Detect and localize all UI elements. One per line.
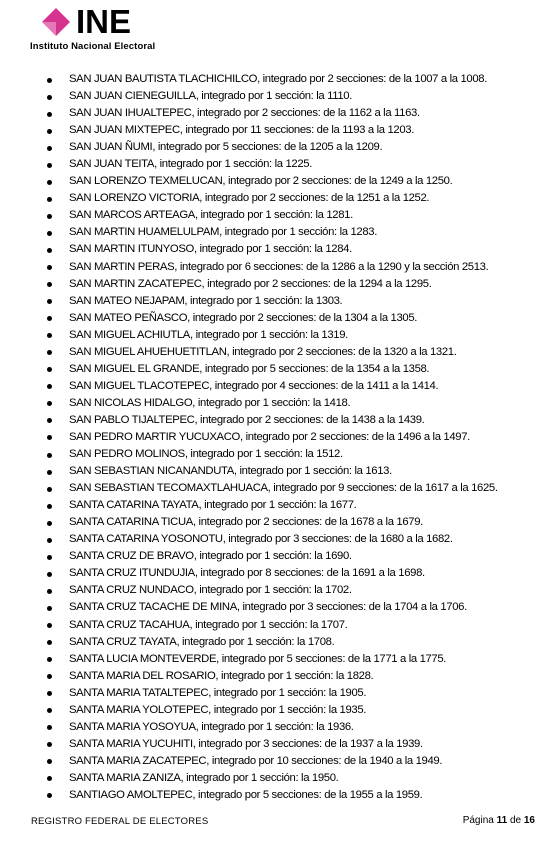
list-item: [45, 736, 545, 753]
list-item-text: SAN MATEO NEJAPAM, integrado por 1 sección: la 1303.: [69, 294, 343, 307]
list-item: [45, 787, 545, 804]
list-item-text: SANTA LUCIA MONTEVERDE, integrado por 5 secciones: de la 1771 a la 1775.: [69, 652, 447, 665]
list-item: [45, 276, 545, 293]
list-item: [45, 105, 545, 122]
list-item: [45, 702, 545, 719]
list-item: [45, 463, 545, 480]
bullet-icon: [47, 691, 52, 696]
bullet-icon: [47, 589, 52, 594]
bullet-icon: [47, 504, 52, 509]
bullet-icon: [47, 282, 52, 287]
list-item: [45, 685, 545, 702]
list-item-text: SAN MIGUEL TLACOTEPEC, integrado por 4 secciones: de la 1411 a la 1414.: [69, 379, 439, 392]
bullet-icon: [47, 435, 52, 440]
bullet-icon: [47, 521, 52, 526]
list-item: [45, 531, 545, 548]
logo-text: INE: [76, 3, 132, 40]
list-item-text: SANTA CRUZ NUNDACO, integrado por 1 sección: la 1702.: [69, 584, 352, 597]
bullet-icon: [47, 453, 52, 458]
list-item-text: SAN PEDRO MOLINOS, integrado por 1 sección: la 1512.: [69, 448, 343, 461]
list-item: [45, 310, 545, 327]
bullet-icon: [47, 248, 52, 253]
list-item: [45, 514, 545, 531]
list-item-text: SAN PABLO TIJALTEPEC, integrado por 2 secciones: de la 1438 a la 1439.: [69, 413, 425, 426]
bullet-icon: [47, 742, 52, 747]
list-item-text: SAN NICOLAS HIDALGO, integrado por 1 sección: la 1418.: [69, 396, 351, 409]
bullet-icon: [47, 299, 52, 304]
list-item-text: SAN SEBASTIAN TECOMAXTLAHUACA, integrado por 9 secciones: de la 1617 a la 1625.: [69, 482, 498, 495]
bullet-icon: [47, 95, 52, 100]
list-item-text: SANTA MARIA TATALTEPEC, integrado por 1 sección: la 1905.: [69, 686, 367, 699]
list-item-text: SANTA MARIA ZACATEPEC, integrado por 10 secciones: de la 1940 a la 1949.: [69, 754, 443, 767]
list-item-text: SANTIAGO AMOLTEPEC, integrado por 5 secciones: de la 1955 a la 1959.: [69, 788, 423, 801]
page-current: 11: [496, 815, 508, 826]
bullet-icon: [47, 180, 52, 185]
bullet-icon: [47, 146, 52, 151]
list-item-text: SAN MARCOS ARTEAGA, integrado por 1 sección: la 1281.: [69, 209, 353, 222]
page-total: 16: [523, 815, 535, 826]
list-item: [45, 224, 545, 241]
list-item-text: SANTA CRUZ TAYATA, integrado por 1 sección: la 1708.: [69, 635, 335, 648]
list-item: [45, 565, 545, 582]
list-item: [45, 651, 545, 668]
list-item: [45, 446, 545, 463]
bullet-icon: [47, 333, 52, 338]
page-label: Página: [462, 815, 494, 826]
bullet-icon: [47, 78, 52, 83]
list-item-text: SANTA CATARINA YOSONOTU, integrado por 3 secciones: de la 1680 a la 1682.: [69, 533, 453, 546]
list-item-text: SAN LORENZO VICTORIA, integrado por 2 secciones: de la 1251 a la 1252.: [69, 192, 430, 205]
list-item: [45, 71, 545, 88]
list-item-text: SAN JUAN CIENEGUILLA, integrado por 1 sección: la 1110.: [69, 90, 352, 103]
list-item-text: SAN MARTIN PERAS, integrado por 6 secciones: de la 1286 a la 1290 y la sección 2513.: [69, 260, 489, 273]
bullet-icon: [47, 674, 52, 679]
bullet-icon: [47, 129, 52, 134]
list-item: [45, 548, 545, 565]
list-item: [45, 599, 545, 616]
list-item-text: SAN MIGUEL EL GRANDE, integrado por 5 secciones: de la 1354 a la 1358.: [69, 362, 430, 375]
list-item-text: SANTA MARIA YOSOYUA, integrado por 1 sección: la 1936.: [69, 720, 354, 733]
bullet-icon: [47, 265, 52, 270]
bullet-icon: [47, 657, 52, 662]
list-item-text: SAN JUAN IHUALTEPEC, integrado por 2 secciones: de la 1162 a la 1163.: [69, 107, 420, 120]
list-item-text: SAN MIGUEL ACHIUTLA, integrado por 1 sección: la 1319.: [69, 328, 348, 341]
list-item: [45, 361, 545, 378]
list-item: [45, 122, 545, 139]
bullet-icon: [47, 538, 52, 543]
list-item-text: SANTA MARIA ZANIZA, integrado por 1 sección: la 1950.: [69, 771, 339, 784]
list-item: [45, 770, 545, 787]
bullet-icon: [47, 606, 52, 611]
bullet-icon: [47, 640, 52, 645]
bullet-icon: [47, 401, 52, 406]
logo-subtitle: Instituto Nacional Electoral: [30, 41, 156, 52]
list-item-text: SANTA CRUZ TACACHE DE MINA, integrado por 3 secciones: de la 1704 a la 1706.: [69, 601, 467, 614]
list-item: [45, 139, 545, 156]
bullet-icon: [47, 623, 52, 628]
list-item-text: SAN SEBASTIAN NICANANDUTA, integrado por 1 sección: la 1613.: [69, 465, 392, 478]
list-item: [45, 668, 545, 685]
list-item: [45, 719, 545, 736]
list-item: [45, 207, 545, 224]
bullet-icon: [47, 231, 52, 236]
diamond-logo-icon: [42, 8, 70, 36]
list-item-text: SANTA CRUZ TACAHUA, integrado por 1 sección: la 1707.: [69, 618, 348, 631]
list-item: [45, 617, 545, 634]
bullet-icon: [47, 367, 52, 372]
list-item-text: SANTA CRUZ ITUNDUJIA, integrado por 8 secciones: de la 1691 a la 1698.: [69, 567, 425, 580]
list-item: [45, 582, 545, 599]
bullet-icon: [47, 555, 52, 560]
list-item-text: SAN JUAN ÑUMI, integrado por 5 secciones: de la 1205 a la 1209.: [69, 141, 383, 154]
bullet-icon: [47, 572, 52, 577]
list-item: [45, 293, 545, 310]
page-number: [463, 815, 535, 826]
bullet-icon: [47, 776, 52, 781]
list-item: [45, 395, 545, 412]
list-item: [45, 480, 545, 497]
list-item-text: SAN JUAN TEITA, integrado por 1 sección: la 1225.: [69, 158, 313, 171]
bullet-icon: [47, 214, 52, 219]
bullet-icon: [47, 487, 52, 492]
ine-logo: [30, 3, 210, 58]
bullet-icon: [47, 418, 52, 423]
list-item-text: SAN JUAN BAUTISTA TLACHICHILCO, integrado por 2 secciones: de la 1007 a la 1008.: [69, 73, 488, 85]
bullet-icon: [47, 316, 52, 321]
list-item-text: SAN MIGUEL AHUEHUETITLAN, integrado por 2 secciones: de la 1320 a la 1321.: [69, 345, 457, 358]
list-item: [45, 156, 545, 173]
list-item: [45, 497, 545, 514]
bullet-icon: [47, 708, 52, 713]
list-item-text: SANTA MARIA DEL ROSARIO, integrado por 1 sección: la 1828.: [69, 669, 374, 682]
list-item: [45, 412, 545, 429]
bullet-icon: [47, 350, 52, 355]
list-item: [45, 327, 545, 344]
bullet-icon: [47, 793, 52, 798]
list-item: [45, 344, 545, 361]
municipality-list: [45, 71, 545, 804]
list-item: [45, 634, 545, 651]
list-item-text: SAN PEDRO MARTIR YUCUXACO, integrado por 2 secciones: de la 1496 a la 1497.: [69, 430, 470, 443]
bullet-icon: [47, 470, 52, 475]
list-item: [45, 429, 545, 446]
bullet-icon: [47, 112, 52, 117]
footer-title: REGISTRO FEDERAL DE ELECTORES: [31, 816, 209, 827]
list-item: [45, 753, 545, 770]
list-item-text: SANTA CATARINA TAYATA, integrado por 1 sección: la 1677.: [69, 499, 357, 512]
bullet-icon: [47, 163, 52, 168]
list-item: [45, 378, 545, 395]
list-item: [45, 173, 545, 190]
list-item-text: SANTA CRUZ DE BRAVO, integrado por 1 sección: la 1690.: [69, 550, 352, 563]
list-item: [45, 241, 545, 258]
list-item: [45, 259, 545, 276]
list-item-text: SAN MATEO PEÑASCO, integrado por 2 secciones: de la 1304 a la 1305.: [69, 311, 418, 324]
list-item-text: SAN LORENZO TEXMELUCAN, integrado por 2 secciones: de la 1249 a la 1250.: [69, 175, 453, 188]
page-of: de: [509, 815, 522, 826]
list-item-text: SANTA MARIA YUCUHITI, integrado por 3 secciones: de la 1937 a la 1939.: [69, 737, 423, 750]
list-item-text: SAN MARTIN HUAMELULPAM, integrado por 1 sección: la 1283.: [69, 226, 378, 239]
list-item-text: SAN JUAN MIXTEPEC, integrado por 11 secciones: de la 1193 a la 1203.: [69, 124, 415, 137]
list-item-text: SANTA CATARINA TICUA, integrado por 2 secciones: de la 1678 a la 1679.: [69, 516, 423, 529]
list-item-text: SAN MARTIN ZACATEPEC, integrado por 2 secciones: de la 1294 a la 1295.: [69, 277, 432, 290]
bullet-icon: [47, 725, 52, 730]
bullet-icon: [47, 384, 52, 389]
list-item: [45, 190, 545, 207]
list-item-text: SAN MARTIN ITUNYOSO, integrado por 1 sección: la 1284.: [69, 243, 352, 256]
bullet-icon: [47, 197, 52, 202]
list-item: [45, 88, 545, 105]
bullet-icon: [47, 759, 52, 764]
list-item-text: SANTA MARIA YOLOTEPEC, integrado por 1 sección: la 1935.: [69, 703, 367, 716]
